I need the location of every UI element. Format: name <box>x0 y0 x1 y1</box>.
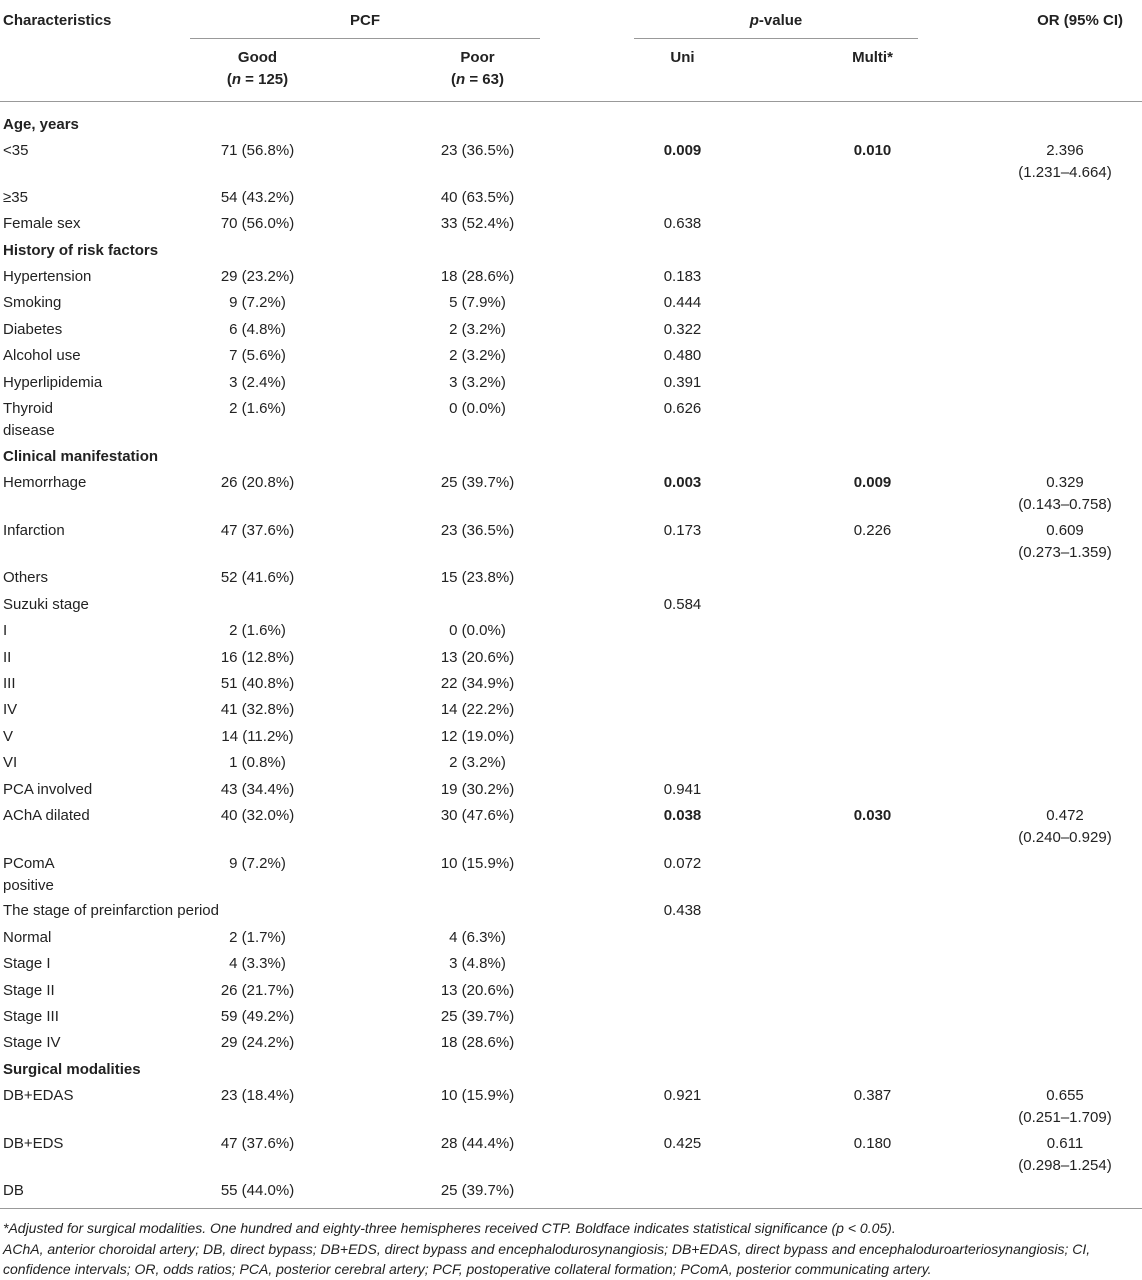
cell-uni-pvalue: 0.391 <box>663 374 702 391</box>
row-label: Diabetes <box>3 321 63 338</box>
cell-uni-pvalue: 0.941 <box>663 781 702 798</box>
row-label: Smoking <box>3 294 62 311</box>
cell-poor: 0 (0.0%) <box>449 400 506 417</box>
cell-good: 41 (32.8%) <box>220 701 295 718</box>
cell-uni-pvalue: 0.638 <box>663 215 702 232</box>
cell-poor: 25 (39.7%) <box>440 1008 515 1025</box>
cell-or: 2.396 <box>1046 142 1084 159</box>
row-label: ≥35 <box>3 189 28 206</box>
cell-good: 47 (37.6%) <box>220 1135 295 1152</box>
poor-n-italic: n <box>456 71 466 88</box>
row-label: Suzuki stage <box>3 596 89 613</box>
pvalue-underline <box>634 38 918 39</box>
row-label: Stage III <box>3 1008 59 1025</box>
cell-poor: 5 (7.9%) <box>449 294 506 311</box>
cell-good: 52 (41.6%) <box>220 569 295 586</box>
row-label: AChA dilated <box>3 807 90 824</box>
cell-poor: 15 (23.8%) <box>440 569 515 586</box>
section-heading: Age, years <box>3 116 79 133</box>
row-label: III <box>3 675 16 692</box>
cell-good: 26 (20.8%) <box>220 474 295 491</box>
row-label: Infarction <box>3 522 65 539</box>
row-label: I <box>3 622 8 639</box>
cell-good: 43 (34.4%) <box>220 781 295 798</box>
cell-good: 9 (7.2%) <box>229 294 286 311</box>
cell-good: 2 (1.6%) <box>229 400 286 417</box>
cell-ci: (0.273–1.359) <box>1018 544 1112 561</box>
cell-multi-pvalue: 0.226 <box>853 522 892 539</box>
cell-good: 29 (24.2%) <box>220 1034 295 1051</box>
row-label: <35 <box>3 142 29 159</box>
cell-poor: 30 (47.6%) <box>440 807 515 824</box>
cell-uni-pvalue: 0.009 <box>663 142 702 159</box>
header-multi: Multi* <box>852 49 893 66</box>
cell-poor: 10 (15.9%) <box>440 1087 515 1104</box>
good-n-prefix: ( <box>226 71 232 88</box>
cell-multi-pvalue: 0.180 <box>853 1135 892 1152</box>
poor-n-rest: = 63) <box>465 71 504 88</box>
cell-ci: (0.143–0.758) <box>1018 496 1112 513</box>
row-label: DB+EDS <box>3 1135 64 1152</box>
cell-ci: (0.251–1.709) <box>1018 1109 1112 1126</box>
section-heading: Surgical modalities <box>3 1061 141 1078</box>
row-label: Others <box>3 569 49 586</box>
cell-good: 55 (44.0%) <box>220 1182 295 1199</box>
cell-ci: (0.298–1.254) <box>1018 1157 1112 1174</box>
row-label: IV <box>3 701 18 718</box>
cell-poor: 13 (20.6%) <box>440 982 515 999</box>
row-label: Hemorrhage <box>3 474 87 491</box>
section-heading: Clinical manifestation <box>3 448 159 465</box>
cell-multi-pvalue: 0.009 <box>853 474 892 491</box>
footnote-2: AChA, anterior choroidal artery; DB, direct bypass; DB+EDS, direct bypass and encephalodurosynangiosis; DB+EDAS, direct bypass and encephaloduroarteriosynangiosis; CI, <box>3 1241 1091 1257</box>
cell-poor: 23 (36.5%) <box>440 142 515 159</box>
cell-poor: 3 (3.2%) <box>449 374 506 391</box>
cell-good: 71 (56.8%) <box>220 142 295 159</box>
row-label: V <box>3 728 14 745</box>
cell-poor: 33 (52.4%) <box>440 215 515 232</box>
cell-good: 59 (49.2%) <box>220 1008 295 1025</box>
cell-uni-pvalue: 0.003 <box>663 474 702 491</box>
header-pcf: PCF <box>350 12 380 29</box>
cell-or: 0.609 <box>1046 522 1084 539</box>
cell-uni-pvalue: 0.038 <box>663 807 702 824</box>
row-label: Hyperlipidemia <box>3 374 103 391</box>
row-label: Female sex <box>3 215 81 232</box>
header-poor: Poor <box>460 49 495 66</box>
cell-good: 14 (11.2%) <box>221 728 294 745</box>
cell-poor: 25 (39.7%) <box>440 474 515 491</box>
footnote-3: confidence intervals; OR, odds ratios; PCA, posterior cerebral artery; PCF, postoperative collateral formation; PComA, posterior communicating artery. <box>3 1261 932 1277</box>
cell-good: 3 (2.4%) <box>229 374 286 391</box>
cell-or: 0.472 <box>1046 807 1084 824</box>
cell-uni-pvalue: 0.438 <box>663 902 702 919</box>
cell-good: 29 (23.2%) <box>220 268 295 285</box>
cell-poor: 18 (28.6%) <box>440 1034 515 1051</box>
row-label: Thyroid <box>3 400 54 417</box>
cell-poor: 14 (22.2%) <box>440 701 515 718</box>
table-bottom-rule <box>0 1208 1142 1209</box>
cell-multi-pvalue: 0.010 <box>853 142 892 159</box>
cell-good: 4 (3.3%) <box>229 955 286 972</box>
cell-uni-pvalue: 0.322 <box>663 321 702 338</box>
cell-or: 0.329 <box>1046 474 1084 491</box>
row-label: Stage IV <box>3 1034 61 1051</box>
cell-poor: 10 (15.9%) <box>440 855 515 872</box>
cell-good: 51 (40.8%) <box>220 675 295 692</box>
row-label-cont: disease <box>3 422 55 439</box>
cell-poor: 40 (63.5%) <box>440 189 515 206</box>
row-label: Alcohol use <box>3 347 81 364</box>
cell-uni-pvalue: 0.444 <box>663 294 702 311</box>
cell-uni-pvalue: 0.173 <box>663 522 702 539</box>
header-good: Good <box>237 49 278 66</box>
cell-poor: 12 (19.0%) <box>440 728 515 745</box>
row-label: Stage II <box>3 982 55 999</box>
header-good-n <box>150 69 365 91</box>
cell-poor: 4 (6.3%) <box>449 929 506 946</box>
row-label: VI <box>3 754 18 771</box>
section-heading: History of risk factors <box>3 242 159 259</box>
footnote-1: *Adjusted for surgical modalities. One hundred and eighty-three hemispheres received CTP. Boldface indicates statistical significance (p < 0.05). <box>3 1220 896 1236</box>
row-label: Stage I <box>3 955 51 972</box>
poor-n-prefix: ( <box>451 71 457 88</box>
row-label-cont: positive <box>3 877 54 894</box>
good-n-rest: = 125) <box>241 71 289 88</box>
row-label: II <box>3 649 12 666</box>
header-or: OR (95% CI) <box>1037 12 1123 29</box>
cell-good: 47 (37.6%) <box>220 522 295 539</box>
cell-good: 26 (21.7%) <box>220 982 295 999</box>
cell-good: 70 (56.0%) <box>220 215 295 232</box>
cell-ci: (1.231–4.664) <box>1018 164 1112 181</box>
header-pvalue-italic: p <box>749 12 759 29</box>
cell-poor: 18 (28.6%) <box>440 268 515 285</box>
cell-poor: 0 (0.0%) <box>449 622 506 639</box>
cell-poor: 25 (39.7%) <box>440 1182 515 1199</box>
header-pvalue-rest: -value <box>758 12 803 29</box>
cell-poor: 22 (34.9%) <box>440 675 515 692</box>
cell-poor: 19 (30.2%) <box>440 781 515 798</box>
cell-good: 23 (18.4%) <box>220 1087 295 1104</box>
cell-poor: 28 (44.4%) <box>440 1135 515 1152</box>
header-poor-n <box>370 69 585 91</box>
cell-poor: 13 (20.6%) <box>440 649 515 666</box>
cell-good: 1 (0.8%) <box>229 754 286 771</box>
cell-good: 16 (12.8%) <box>220 649 295 666</box>
cell-uni-pvalue: 0.584 <box>663 596 702 613</box>
cell-or: 0.655 <box>1046 1087 1084 1104</box>
cell-good: 9 (7.2%) <box>229 855 286 872</box>
row-label: Hypertension <box>3 268 92 285</box>
cell-uni-pvalue: 0.183 <box>663 268 702 285</box>
cell-poor: 2 (3.2%) <box>449 347 506 364</box>
cell-uni-pvalue: 0.425 <box>663 1135 702 1152</box>
header-rule <box>0 101 1142 102</box>
cell-poor: 2 (3.2%) <box>449 321 506 338</box>
header-pvalue <box>634 10 918 32</box>
pcf-underline <box>190 38 540 39</box>
row-label: DB+EDAS <box>3 1087 74 1104</box>
cell-poor: 23 (36.5%) <box>440 522 515 539</box>
row-label: DB <box>3 1182 24 1199</box>
cell-good: 2 (1.7%) <box>229 929 286 946</box>
cell-poor: 3 (4.8%) <box>449 955 506 972</box>
cell-ci: (0.240–0.929) <box>1018 829 1112 846</box>
cell-good: 6 (4.8%) <box>229 321 286 338</box>
row-label: The stage of preinfarction period <box>3 902 219 919</box>
cell-multi-pvalue: 0.030 <box>853 807 892 824</box>
cell-good: 54 (43.2%) <box>220 189 295 206</box>
cell-good: 7 (5.6%) <box>229 347 286 364</box>
row-label: PComA <box>3 855 55 872</box>
cell-uni-pvalue: 0.921 <box>663 1087 702 1104</box>
good-n-italic: n <box>231 71 242 88</box>
row-label: PCA involved <box>3 781 93 798</box>
row-label: Normal <box>3 929 52 946</box>
header-uni: Uni <box>670 49 695 66</box>
cell-or: 0.611 <box>1046 1135 1084 1152</box>
header-characteristics: Characteristics <box>3 12 112 29</box>
cell-poor: 2 (3.2%) <box>449 754 506 771</box>
cell-uni-pvalue: 0.626 <box>663 400 702 417</box>
cell-good: 40 (32.0%) <box>220 807 295 824</box>
cell-uni-pvalue: 0.480 <box>663 347 702 364</box>
cell-good: 2 (1.6%) <box>229 622 286 639</box>
cell-multi-pvalue: 0.387 <box>853 1087 892 1104</box>
cell-uni-pvalue: 0.072 <box>663 855 702 872</box>
